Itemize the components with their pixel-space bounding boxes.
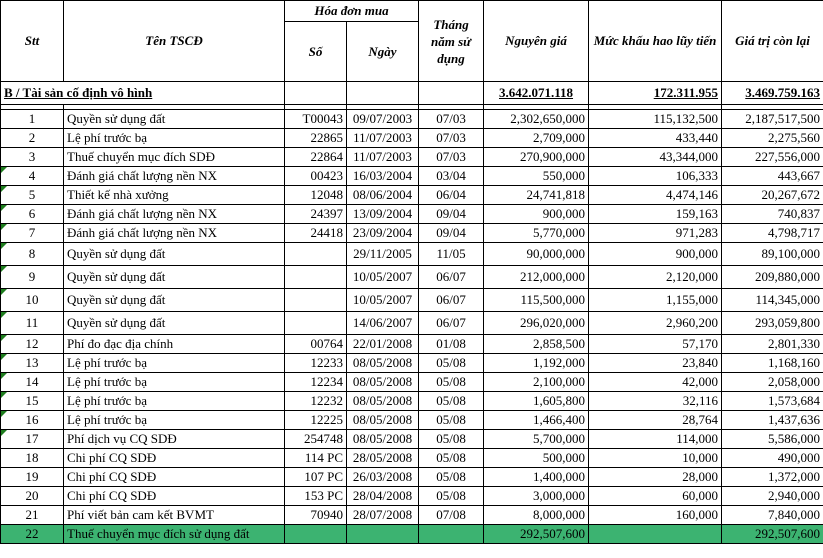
row-accumulated-depreciation: 42,000 — [589, 373, 722, 392]
row-name: Phí viết bản cam kết BVMT — [64, 506, 285, 525]
row-remaining-value: 740,837 — [722, 205, 823, 224]
row-remaining-value: 1,437,636 — [722, 411, 823, 430]
row-invoice-number: 107 PC — [285, 468, 347, 487]
cell-comment-marker-icon — [1, 224, 7, 230]
table-row — [1, 148, 823, 167]
row-invoice-date: 28/05/2008 — [347, 449, 419, 468]
row-invoice-date: 08/05/2008 — [347, 392, 419, 411]
row-accumulated-depreciation: 900,000 — [589, 243, 722, 266]
table-row — [1, 430, 823, 449]
section-remaining-value: 3.469.759.163 — [745, 85, 821, 100]
section-label: B / Tài sản cố định vô hình — [4, 85, 153, 100]
cell-comment-marker-icon — [1, 205, 7, 211]
row-accumulated-depreciation: 115,132,500 — [589, 110, 722, 129]
row-name: Thuế chuyển mục đích sử dụng đất — [64, 525, 285, 544]
row-remaining-value: 293,059,800 — [722, 312, 823, 335]
row-name: Lệ phí trước bạ — [64, 354, 285, 373]
row-usage-month: 06/07 — [419, 312, 484, 335]
row-invoice-date: 08/05/2008 — [347, 354, 419, 373]
row-name: Lệ phí trước bạ — [64, 411, 285, 430]
row-original-cost: 900,000 — [484, 205, 589, 224]
row-name: Chi phí CQ SDĐ — [64, 468, 285, 487]
row-accumulated-depreciation: 57,170 — [589, 335, 722, 354]
row-original-cost: 24,741,818 — [484, 186, 589, 205]
row-original-cost: 296,020,000 — [484, 312, 589, 335]
table-row — [1, 186, 823, 205]
row-name: Đánh giá chất lượng nền NX — [64, 224, 285, 243]
row-accumulated-depreciation — [589, 525, 722, 544]
row-original-cost: 270,900,000 — [484, 148, 589, 167]
table-row — [1, 289, 823, 312]
row-name: Chi phí CQ SDĐ — [64, 449, 285, 468]
row-name: Lệ phí trước bạ — [64, 129, 285, 148]
row-invoice-number — [285, 525, 347, 544]
row-accumulated-depreciation: 28,000 — [589, 468, 722, 487]
row-usage-month: 11/05 — [419, 243, 484, 266]
cell-comment-marker-icon — [1, 186, 7, 192]
table-row — [1, 335, 823, 354]
table-row — [1, 205, 823, 224]
table-row — [1, 468, 823, 487]
row-usage-month: 05/08 — [419, 354, 484, 373]
row-invoice-number: 00423 — [285, 167, 347, 186]
row-invoice-date: 22/01/2008 — [347, 335, 419, 354]
row-stt: 22 — [1, 525, 64, 544]
header-name: Tên TSCĐ — [64, 1, 285, 82]
row-stt: 20 — [1, 487, 64, 506]
row-invoice-number: 12233 — [285, 354, 347, 373]
row-usage-month: 05/08 — [419, 487, 484, 506]
row-invoice-number: 12232 — [285, 392, 347, 411]
row-original-cost: 2,100,000 — [484, 373, 589, 392]
row-stt: 21 — [1, 506, 64, 525]
row-usage-month: 09/04 — [419, 205, 484, 224]
row-accumulated-depreciation: 1,155,000 — [589, 289, 722, 312]
row-accumulated-depreciation: 114,000 — [589, 430, 722, 449]
row-remaining-value: 1,168,160 — [722, 354, 823, 373]
row-stt: 8 — [1, 243, 64, 266]
row-remaining-value: 2,058,000 — [722, 373, 823, 392]
row-name: Đánh giá chất lượng nền NX — [64, 167, 285, 186]
row-original-cost: 1,192,000 — [484, 354, 589, 373]
row-original-cost: 1,605,800 — [484, 392, 589, 411]
header-remaining-value: Giá trị còn lại — [722, 1, 823, 82]
row-invoice-number: 70940 — [285, 506, 347, 525]
row-original-cost: 1,400,000 — [484, 468, 589, 487]
row-usage-month: 06/07 — [419, 289, 484, 312]
row-invoice-date: 14/06/2007 — [347, 312, 419, 335]
table-row — [1, 373, 823, 392]
cell-comment-marker-icon — [1, 289, 7, 295]
row-remaining-value: 443,667 — [722, 167, 823, 186]
row-remaining-value: 2,275,560 — [722, 129, 823, 148]
row-usage-month: 05/08 — [419, 411, 484, 430]
row-name: Lệ phí trước bạ — [64, 392, 285, 411]
row-invoice-number: 254748 — [285, 430, 347, 449]
row-original-cost: 2,709,000 — [484, 129, 589, 148]
cell-comment-marker-icon — [1, 392, 7, 398]
table-row — [1, 167, 823, 186]
row-original-cost: 1,466,400 — [484, 411, 589, 430]
row-invoice-date: 16/03/2004 — [347, 167, 419, 186]
row-original-cost: 212,000,000 — [484, 266, 589, 289]
cell-comment-marker-icon — [1, 243, 7, 249]
row-invoice-number: T00043 — [285, 110, 347, 129]
row-invoice-number: 153 PC — [285, 487, 347, 506]
row-invoice-date: 08/05/2008 — [347, 411, 419, 430]
row-invoice-number: 12225 — [285, 411, 347, 430]
section-accumulated-depreciation: 172.311.955 — [653, 85, 719, 100]
row-invoice-number — [285, 266, 347, 289]
row-accumulated-depreciation: 160,000 — [589, 506, 722, 525]
cell-comment-marker-icon — [1, 335, 7, 341]
row-original-cost: 3,000,000 — [484, 487, 589, 506]
row-remaining-value: 7,840,000 — [722, 506, 823, 525]
row-invoice-number: 22865 — [285, 129, 347, 148]
cell-comment-marker-icon — [1, 266, 7, 272]
row-invoice-date: 09/07/2003 — [347, 110, 419, 129]
cell-comment-marker-icon — [1, 167, 7, 173]
row-remaining-value: 4,798,717 — [722, 224, 823, 243]
row-remaining-value: 2,801,330 — [722, 335, 823, 354]
row-remaining-value: 20,267,672 — [722, 186, 823, 205]
row-original-cost: 8,000,000 — [484, 506, 589, 525]
cell-comment-marker-icon — [1, 411, 7, 417]
row-accumulated-depreciation: 28,764 — [589, 411, 722, 430]
row-name: Quyền sử dụng đất — [64, 289, 285, 312]
row-invoice-number: 00764 — [285, 335, 347, 354]
row-invoice-number: 114 PC — [285, 449, 347, 468]
row-stt: 2 — [1, 129, 64, 148]
row-remaining-value: 2,940,000 — [722, 487, 823, 506]
row-accumulated-depreciation: 10,000 — [589, 449, 722, 468]
row-remaining-value: 227,556,000 — [722, 148, 823, 167]
table-row — [1, 525, 823, 544]
table-row — [1, 243, 823, 266]
row-invoice-number: 12234 — [285, 373, 347, 392]
row-invoice-date: 11/07/2003 — [347, 148, 419, 167]
row-usage-month: 07/08 — [419, 506, 484, 525]
row-stt: 17 — [1, 430, 64, 449]
row-stt: 3 — [1, 148, 64, 167]
row-original-cost: 90,000,000 — [484, 243, 589, 266]
header-stt: Stt — [1, 1, 64, 82]
row-invoice-date: 08/06/2004 — [347, 186, 419, 205]
row-accumulated-depreciation: 23,840 — [589, 354, 722, 373]
row-usage-month: 05/08 — [419, 373, 484, 392]
row-invoice-date: 08/05/2008 — [347, 373, 419, 392]
row-remaining-value: 89,100,000 — [722, 243, 823, 266]
row-invoice-date: 13/09/2004 — [347, 205, 419, 224]
cell-comment-marker-icon — [1, 373, 7, 379]
row-stt: 16 — [1, 411, 64, 430]
row-usage-month: 05/08 — [419, 468, 484, 487]
row-usage-month: 05/08 — [419, 430, 484, 449]
row-name: Lệ phí trước bạ — [64, 373, 285, 392]
row-original-cost: 2,302,650,000 — [484, 110, 589, 129]
table-row — [1, 266, 823, 289]
row-stt: 5 — [1, 186, 64, 205]
row-usage-month: 06/07 — [419, 266, 484, 289]
cell-comment-marker-icon — [1, 312, 7, 318]
table-row — [1, 224, 823, 243]
row-invoice-number: 22864 — [285, 148, 347, 167]
row-name: Quyền sử dụng đất — [64, 312, 285, 335]
row-stt: 11 — [1, 312, 64, 335]
cell-comment-marker-icon — [1, 430, 7, 436]
row-name: Quyền sử dụng đất — [64, 110, 285, 129]
row-stt: 15 — [1, 392, 64, 411]
row-stt: 1 — [1, 110, 64, 129]
row-accumulated-depreciation: 60,000 — [589, 487, 722, 506]
row-remaining-value: 209,880,000 — [722, 266, 823, 289]
row-invoice-number — [285, 312, 347, 335]
row-accumulated-depreciation: 159,163 — [589, 205, 722, 224]
table-row — [1, 110, 823, 129]
header-original-cost: Nguyên giá — [484, 1, 589, 82]
row-usage-month: 03/04 — [419, 167, 484, 186]
row-usage-month: 05/08 — [419, 449, 484, 468]
table-row — [1, 411, 823, 430]
row-remaining-value: 490,000 — [722, 449, 823, 468]
table-row — [1, 129, 823, 148]
table-row — [1, 392, 823, 411]
row-invoice-date: 10/05/2007 — [347, 266, 419, 289]
row-accumulated-depreciation: 2,120,000 — [589, 266, 722, 289]
section-row — [1, 82, 823, 105]
row-invoice-date: 08/05/2008 — [347, 430, 419, 449]
row-original-cost: 5,770,000 — [484, 224, 589, 243]
row-name: Quyền sử dụng đất — [64, 266, 285, 289]
row-accumulated-depreciation: 433,440 — [589, 129, 722, 148]
row-invoice-date — [347, 525, 419, 544]
row-invoice-number — [285, 289, 347, 312]
table-row — [1, 312, 823, 335]
row-invoice-date: 11/07/2003 — [347, 129, 419, 148]
row-stt: 19 — [1, 468, 64, 487]
table-row — [1, 354, 823, 373]
header-usage-month: Tháng năm sử dụng — [419, 1, 484, 82]
row-invoice-date: 23/09/2004 — [347, 224, 419, 243]
row-usage-month: 06/04 — [419, 186, 484, 205]
row-remaining-value: 1,372,000 — [722, 468, 823, 487]
header-invoice-number: Số — [285, 22, 347, 82]
row-invoice-number: 12048 — [285, 186, 347, 205]
table-row — [1, 506, 823, 525]
row-stt: 12 — [1, 335, 64, 354]
row-invoice-date: 29/11/2005 — [347, 243, 419, 266]
row-stt: 10 — [1, 289, 64, 312]
row-remaining-value: 114,345,000 — [722, 289, 823, 312]
row-original-cost: 292,507,600 — [484, 525, 589, 544]
row-invoice-number: 24397 — [285, 205, 347, 224]
row-accumulated-depreciation: 971,283 — [589, 224, 722, 243]
header-invoice-date: Ngày — [347, 22, 419, 82]
row-remaining-value: 2,187,517,500 — [722, 110, 823, 129]
row-name: Phí dịch vụ CQ SDĐ — [64, 430, 285, 449]
row-name: Đánh giá chất lượng nền NX — [64, 205, 285, 224]
row-invoice-date: 10/05/2007 — [347, 289, 419, 312]
row-usage-month: 01/08 — [419, 335, 484, 354]
row-original-cost: 500,000 — [484, 449, 589, 468]
row-original-cost: 115,500,000 — [484, 289, 589, 312]
row-usage-month: 07/03 — [419, 129, 484, 148]
row-stt: 6 — [1, 205, 64, 224]
row-invoice-date: 26/03/2008 — [347, 468, 419, 487]
cell-comment-marker-icon — [1, 354, 7, 360]
row-accumulated-depreciation: 32,116 — [589, 392, 722, 411]
row-stt: 18 — [1, 449, 64, 468]
row-invoice-date: 28/04/2008 — [347, 487, 419, 506]
row-invoice-date: 28/07/2008 — [347, 506, 419, 525]
section-original-cost: 3.642.071.118 — [498, 85, 574, 100]
row-name: Chi phí CQ SDĐ — [64, 487, 285, 506]
table-row — [1, 487, 823, 506]
row-original-cost: 550,000 — [484, 167, 589, 186]
row-stt: 7 — [1, 224, 64, 243]
row-invoice-number: 24418 — [285, 224, 347, 243]
row-stt: 13 — [1, 354, 64, 373]
row-stt: 9 — [1, 266, 64, 289]
row-accumulated-depreciation: 106,333 — [589, 167, 722, 186]
row-name: Thiết kế nhà xưởng — [64, 186, 285, 205]
row-original-cost: 5,700,000 — [484, 430, 589, 449]
row-name: Phí đo đạc địa chính — [64, 335, 285, 354]
row-original-cost: 2,858,500 — [484, 335, 589, 354]
row-invoice-number — [285, 243, 347, 266]
row-usage-month: 07/03 — [419, 110, 484, 129]
row-accumulated-depreciation: 43,344,000 — [589, 148, 722, 167]
row-remaining-value: 292,507,600 — [722, 525, 823, 544]
row-accumulated-depreciation: 2,960,200 — [589, 312, 722, 335]
row-accumulated-depreciation: 4,474,146 — [589, 186, 722, 205]
row-usage-month: 05/08 — [419, 392, 484, 411]
row-remaining-value: 5,586,000 — [722, 430, 823, 449]
row-stt: 14 — [1, 373, 64, 392]
row-stt: 4 — [1, 167, 64, 186]
header-accumulated-depreciation: Mức khấu hao lũy tiến — [589, 1, 722, 82]
row-remaining-value: 1,573,684 — [722, 392, 823, 411]
row-usage-month: 07/03 — [419, 148, 484, 167]
row-usage-month — [419, 525, 484, 544]
row-usage-month: 09/04 — [419, 224, 484, 243]
table-row — [1, 449, 823, 468]
row-name: Thuế chuyển mục đích SDĐ — [64, 148, 285, 167]
header-invoice: Hóa đơn mua — [285, 1, 419, 22]
row-name: Quyền sử dụng đất — [64, 243, 285, 266]
